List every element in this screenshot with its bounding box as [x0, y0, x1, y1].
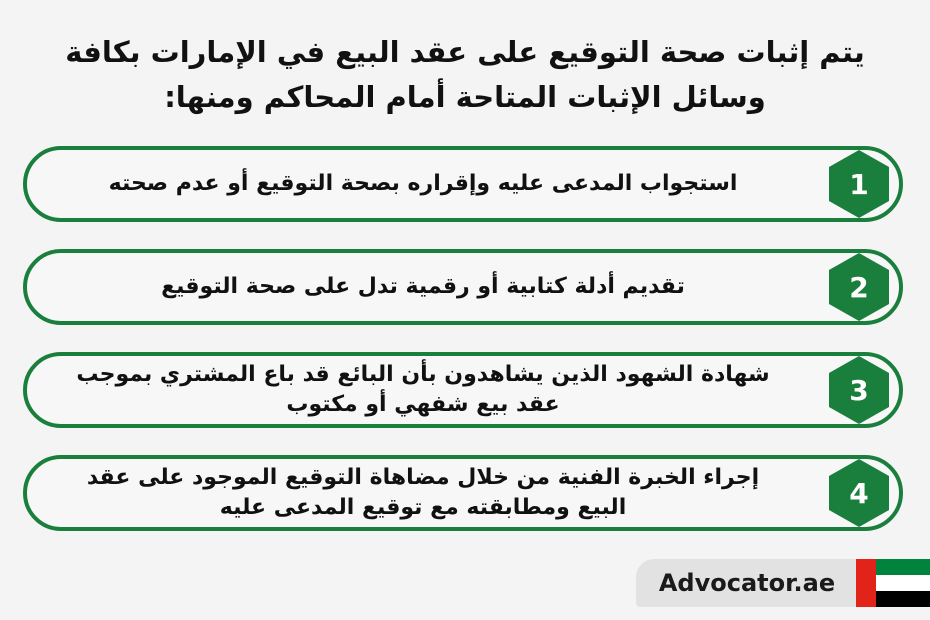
list-item-1	[23, 146, 903, 222]
brand-name: Advocator.ae	[658, 569, 836, 597]
title-line-1: يتم إثبات صحة التوقيع على عقد البيع في الإمارات بكافة	[65, 35, 865, 69]
number-badge	[827, 251, 891, 323]
list-item-3	[23, 352, 903, 428]
list-item-text: شهادة الشهود الذين يشاهدون بأن البائع قد باع المشتري بموجب عقد بيع شفهي أو مكتوب	[76, 362, 770, 417]
number-badge	[827, 457, 891, 529]
uae-flag-icon	[856, 559, 930, 607]
number-badge	[827, 148, 891, 220]
list-item-4	[23, 455, 903, 531]
list-item-2	[23, 249, 903, 325]
badge-number: 3	[849, 373, 869, 407]
list-item-text: استجواب المدعى عليه وإقراره بصحة التوقيع أو عدم صحته	[108, 171, 738, 196]
page-title	[40, 30, 890, 120]
badge-number: 1	[849, 167, 869, 201]
title-line-2: وسائل الإثبات المتاحة أمام المحاكم ومنها:	[164, 80, 766, 114]
list-item-text: تقديم أدلة كتابية أو رقمية تدل على صحة التوقيع	[161, 274, 685, 299]
badge-number: 2	[849, 270, 869, 304]
number-badge	[827, 354, 891, 426]
badge-number: 4	[849, 476, 869, 510]
brand-badge	[636, 559, 858, 607]
list-item-text: إجراء الخبرة الفنية من خلال مضاهاة التوقيع الموجود على عقد البيع ومطابقته مع توقيع المدعى عليه	[86, 465, 760, 520]
